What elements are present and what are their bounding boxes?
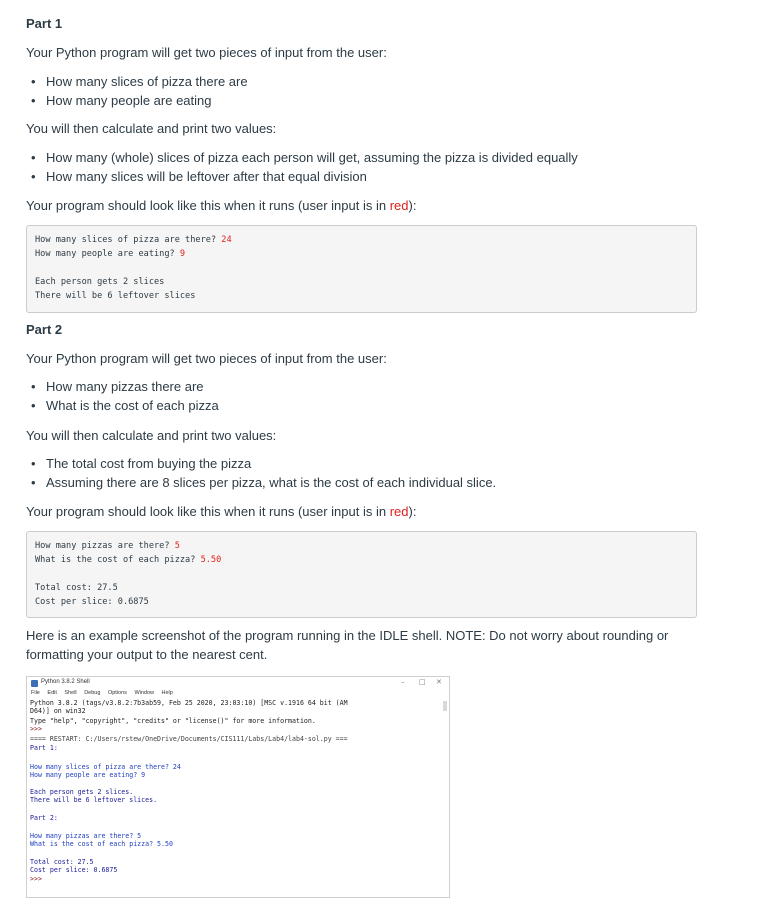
menu-item-debug: Debug — [84, 690, 101, 696]
shell-line: D64)] on win32 — [30, 707, 86, 715]
shell-line: Part 2: — [30, 814, 58, 822]
shell-line: How many people are eating? 9 — [30, 771, 146, 779]
list-item: • How many people are eating — [26, 91, 248, 110]
example-suffix: ): — [408, 198, 417, 213]
menu-item-edit: Edit — [47, 690, 57, 696]
part2-input-list — [26, 377, 219, 415]
list-item: • How many slices of pizza there are — [26, 72, 248, 91]
idle-titlebar — [27, 677, 449, 690]
shell-line: Type "help", "copyright", "credits" or "license()" for more information. — [30, 717, 316, 725]
part1-code-example — [26, 225, 697, 313]
part1-heading: Part 1 — [26, 16, 63, 31]
code-line: Total cost: 27.5 — [35, 583, 118, 593]
shell-line: Python 3.8.2 (tags/v3.8.2:7b3ab59, Feb 25 2020, 23:03:10) [MSC v.1916 64 bit (AM — [30, 699, 348, 707]
code-line: There will be 6 leftover slices — [35, 291, 196, 301]
code-line: How many people are eating? 9 — [35, 249, 186, 259]
shell-prompt: >>> — [30, 875, 42, 883]
code-line: What is the cost of each pizza? 5.50 — [35, 555, 222, 565]
menu-item-window: Window — [134, 690, 154, 696]
list-item: • Assuming there are 8 slices per pizza, what is the cost of each individual slice. — [26, 473, 496, 492]
red-word: red — [389, 198, 409, 213]
example-text: Your program should look like this when it runs (user input is in — [26, 198, 390, 213]
part1-example-intro — [26, 198, 416, 213]
list-item: • How many slices will be leftover after that equal division — [26, 167, 578, 186]
part2-example-intro — [26, 504, 416, 519]
shell-line: There will be 6 leftover slices. — [30, 796, 158, 804]
part2-heading: Part 2 — [26, 322, 63, 337]
code-line: Each person gets 2 slices — [35, 277, 165, 287]
code-line: Cost per slice: 0.6875 — [35, 597, 149, 607]
scrollbar-thumb — [443, 701, 447, 711]
list-item: • How many (whole) slices of pizza each person will get, assuming the pizza is divided equally — [26, 148, 578, 167]
python-app-icon — [31, 680, 38, 687]
shell-line: How many slices of pizza are there? 24 — [30, 763, 181, 771]
user-input: 5 — [174, 541, 180, 551]
shell-line: What is the cost of each pizza? 5.50 — [30, 840, 173, 848]
shell-line: Part 1: — [30, 744, 58, 752]
note-line-2: formatting your output to the nearest cent. — [26, 647, 268, 662]
part1-output-list — [26, 148, 578, 186]
user-input: 5.50 — [200, 555, 222, 565]
example-suffix: ): — [408, 504, 417, 519]
shell-line: Cost per slice: 0.6875 — [30, 866, 118, 874]
shell-restart-line: ==== RESTART: C:/Users/rstew/OneDrive/Documents/CIS111/Labs/Lab4/lab4-sol.py === — [30, 735, 348, 743]
part1-intro: Your Python program will get two pieces of input from the user: — [26, 45, 387, 60]
menu-item-help: Help — [161, 690, 173, 696]
list-item: • How many pizzas there are — [26, 377, 219, 396]
user-input: 24 — [221, 235, 232, 245]
note-line-1: Here is an example screenshot of the program running in the IDLE shell. NOTE: Do not worry about rounding or — [26, 628, 669, 643]
part1-calc-intro: You will then calculate and print two values: — [26, 121, 277, 136]
menu-item-shell: Shell — [64, 690, 77, 696]
maximize-icon: □ — [419, 678, 426, 686]
menu-item-file: File — [31, 690, 40, 696]
part2-output-list — [26, 454, 496, 492]
red-word: red — [389, 504, 409, 519]
part2-code-example — [26, 531, 697, 618]
part2-intro: Your Python program will get two pieces of input from the user: — [26, 351, 387, 366]
code-line: How many slices of pizza are there? 24 — [35, 235, 232, 245]
minimize-icon: – — [401, 678, 405, 686]
menu-item-options: Options — [107, 690, 127, 696]
shell-line: How many pizzas are there? 5 — [30, 832, 142, 840]
list-item: • What is the cost of each pizza — [26, 396, 219, 415]
idle-menubar — [31, 690, 179, 696]
idle-window-title: Python 3.8.2 Shell — [41, 679, 90, 685]
list-item: • The total cost from buying the pizza — [26, 454, 496, 473]
shell-line: Total cost: 27.5 — [30, 858, 94, 866]
shell-prompt: >>> — [30, 725, 42, 733]
example-text: Your program should look like this when it runs (user input is in — [26, 504, 390, 519]
part1-input-list — [26, 72, 248, 110]
part2-calc-intro: You will then calculate and print two values: — [26, 428, 277, 443]
code-line: How many pizzas are there? 5 — [35, 541, 180, 551]
shell-line: Each person gets 2 slices. — [30, 788, 134, 796]
user-input: 9 — [179, 249, 186, 259]
idle-screenshot — [26, 676, 450, 898]
close-icon: ✕ — [436, 678, 442, 686]
